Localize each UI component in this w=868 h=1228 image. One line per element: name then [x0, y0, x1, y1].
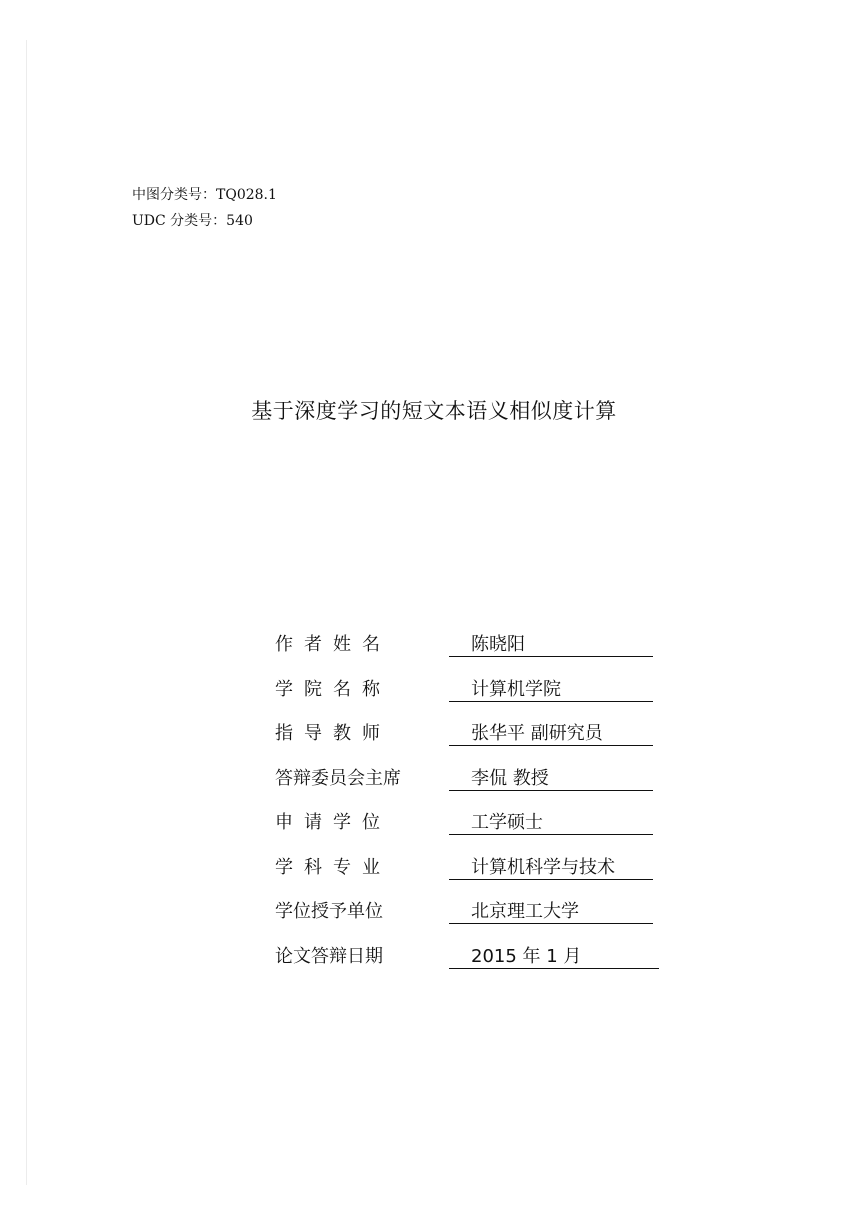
institution-value: 北京理工大学	[449, 899, 653, 924]
thesis-title: 基于深度学习的短文本语义相似度计算	[251, 399, 617, 423]
major-label: 学科专业	[275, 856, 391, 878]
cn-classification-number: 中图分类号：TQ028.1	[132, 187, 277, 203]
college-label: 学院名称	[275, 678, 391, 700]
degree-value: 工学硕士	[449, 810, 653, 835]
udc-classification-number: UDC 分类号：540	[132, 213, 253, 229]
major-value: 计算机科学与技术	[449, 855, 653, 880]
committee-chair-value: 李侃 教授	[449, 766, 653, 791]
classification-block	[132, 182, 277, 234]
degree-label: 申请学位	[275, 812, 391, 833]
author-label: 作者姓名	[275, 634, 391, 655]
defense-date-value: 2015 年 1 月	[449, 944, 659, 969]
institution-label: 学位授予单位	[275, 901, 383, 922]
supervisor-value: 张华平 副研究员	[449, 721, 653, 746]
college-value: 计算机学院	[449, 677, 653, 702]
defense-date-label: 论文答辩日期	[275, 945, 383, 967]
author-value: 陈晓阳	[449, 632, 653, 657]
page-edge-line	[26, 40, 27, 1185]
committee-chair-label: 答辩委员会主席	[275, 767, 401, 789]
supervisor-label: 指导教师	[275, 723, 391, 744]
